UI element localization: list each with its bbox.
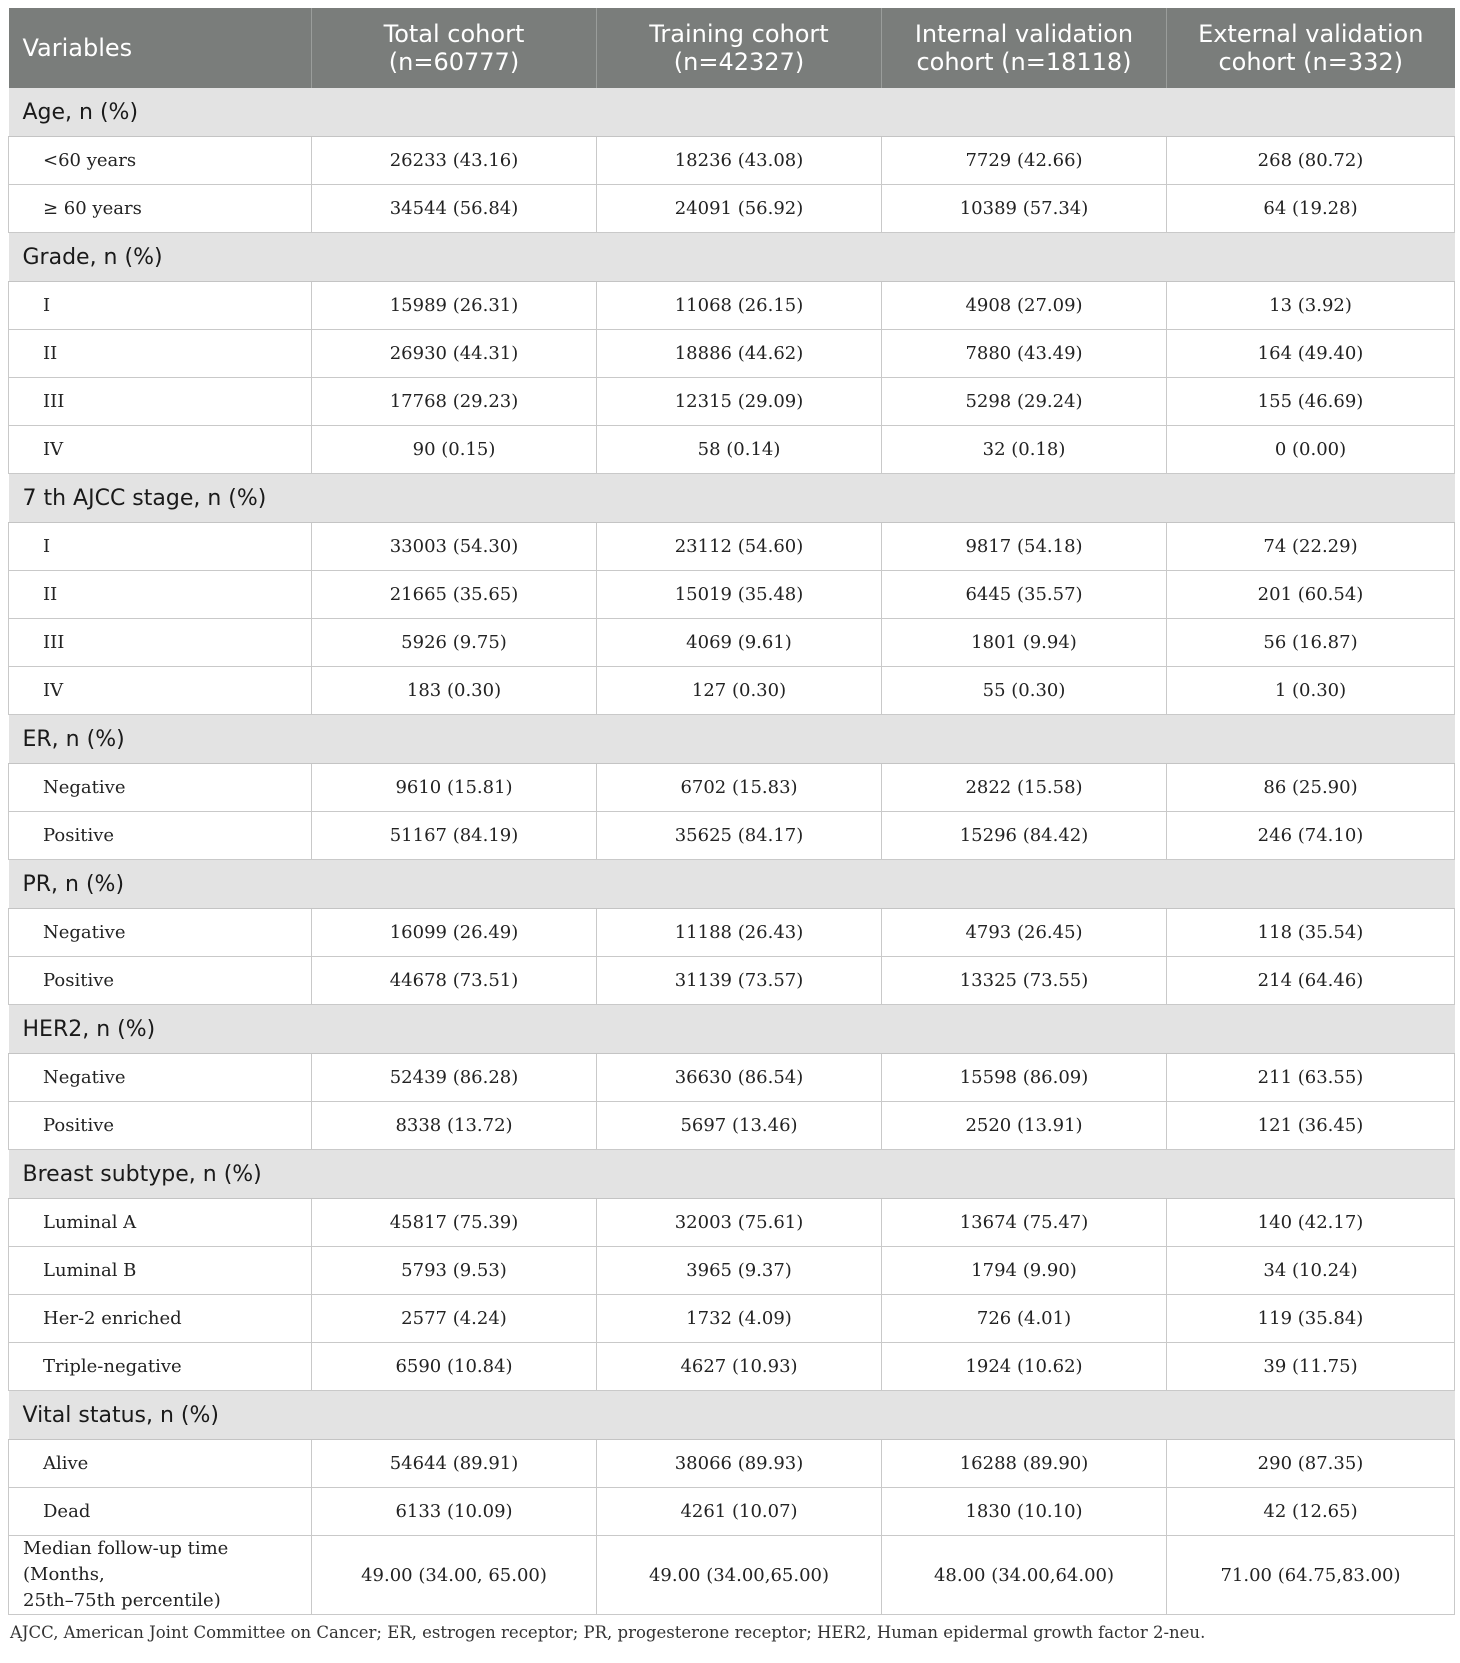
row-label: III xyxy=(9,619,312,667)
cell-training: 11068 (26.15) xyxy=(597,282,882,330)
row-label: Positive xyxy=(9,957,312,1005)
row-label: Her-2 enriched xyxy=(9,1295,312,1343)
cell-internal: 726 (4.01) xyxy=(882,1295,1167,1343)
row-label: Triple-negative xyxy=(9,1343,312,1391)
cell-internal: 7880 (43.49) xyxy=(882,330,1167,378)
cell-external: 201 (60.54) xyxy=(1167,571,1455,619)
cell-training: 4069 (9.61) xyxy=(597,619,882,667)
cell-external: 290 (87.35) xyxy=(1167,1440,1455,1488)
row-label: Positive xyxy=(9,1102,312,1150)
cell-training: 12315 (29.09) xyxy=(597,378,882,426)
group-header-row xyxy=(9,474,1455,523)
cell-training: 11188 (26.43) xyxy=(597,909,882,957)
table-row xyxy=(9,812,1455,860)
cell-total: 9610 (15.81) xyxy=(312,764,597,812)
cell-total: 33003 (54.30) xyxy=(312,523,597,571)
table-row xyxy=(9,1440,1455,1488)
cell-internal: 55 (0.30) xyxy=(882,667,1167,715)
cell-internal: 6445 (35.57) xyxy=(882,571,1167,619)
cell-external: 34 (10.24) xyxy=(1167,1247,1455,1295)
cell-external: 140 (42.17) xyxy=(1167,1199,1455,1247)
row-label: IV xyxy=(9,667,312,715)
cell-training: 36630 (86.54) xyxy=(597,1054,882,1102)
table-row xyxy=(9,137,1455,185)
header-training-cohort: Training cohort (n=42327) xyxy=(597,8,882,88)
cell-total: 5793 (9.53) xyxy=(312,1247,597,1295)
cell-internal: 15598 (86.09) xyxy=(882,1054,1167,1102)
row-label: Negative xyxy=(9,1054,312,1102)
cell-training: 24091 (56.92) xyxy=(597,185,882,233)
header-internal-validation-cohort: Internal validation cohort (n=18118) xyxy=(882,8,1167,88)
cell-internal: 32 (0.18) xyxy=(882,426,1167,474)
cell-external: 74 (22.29) xyxy=(1167,523,1455,571)
cell-internal: 2822 (15.58) xyxy=(882,764,1167,812)
cell-external: 246 (74.10) xyxy=(1167,812,1455,860)
row-label: Alive xyxy=(9,1440,312,1488)
cell-internal: 1794 (9.90) xyxy=(882,1247,1167,1295)
cell-internal: 4908 (27.09) xyxy=(882,282,1167,330)
table-row xyxy=(9,1102,1455,1150)
table-row xyxy=(9,1054,1455,1102)
table-row xyxy=(9,1343,1455,1391)
group-header-row xyxy=(9,1150,1455,1199)
cell-external: 214 (64.46) xyxy=(1167,957,1455,1005)
table-row xyxy=(9,764,1455,812)
cell-external: 64 (19.28) xyxy=(1167,185,1455,233)
cell-training: 58 (0.14) xyxy=(597,426,882,474)
cell-external: 164 (49.40) xyxy=(1167,330,1455,378)
cell-external: 42 (12.65) xyxy=(1167,1488,1455,1536)
table-footnote: AJCC, American Joint Committee on Cancer; ER, estrogen receptor; PR, progesterone receptor; HER2, Human epidermal growth factor 2-neu. xyxy=(10,1623,1206,1642)
row-label: IV xyxy=(9,426,312,474)
table-row xyxy=(9,185,1455,233)
cell-internal: 10389 (57.34) xyxy=(882,185,1167,233)
cell-external: 211 (63.55) xyxy=(1167,1054,1455,1102)
table-row xyxy=(9,957,1455,1005)
cell-training: 31139 (73.57) xyxy=(597,957,882,1005)
cell-training: 4261 (10.07) xyxy=(597,1488,882,1536)
group-header-row xyxy=(9,860,1455,909)
header-variables: Variables xyxy=(9,8,312,88)
cell-total: 6590 (10.84) xyxy=(312,1343,597,1391)
group-header-row xyxy=(9,1391,1455,1440)
cell-training: 35625 (84.17) xyxy=(597,812,882,860)
cell-training: 18236 (43.08) xyxy=(597,137,882,185)
cell-training: 38066 (89.93) xyxy=(597,1440,882,1488)
cell-total: 44678 (73.51) xyxy=(312,957,597,1005)
group-label: PR, n (%) xyxy=(9,860,1455,909)
row-label: I xyxy=(9,282,312,330)
group-label: Age, n (%) xyxy=(9,88,1455,137)
cell-internal: 1801 (9.94) xyxy=(882,619,1167,667)
group-label: 7 th AJCC stage, n (%) xyxy=(9,474,1455,523)
group-header-row xyxy=(9,233,1455,282)
table-row xyxy=(9,667,1455,715)
table-body xyxy=(9,88,1455,1615)
group-label: Grade, n (%) xyxy=(9,233,1455,282)
row-label: Luminal A xyxy=(9,1199,312,1247)
row-label: Dead xyxy=(9,1488,312,1536)
cell-total: 26233 (43.16) xyxy=(312,137,597,185)
cell-external: 119 (35.84) xyxy=(1167,1295,1455,1343)
table-row xyxy=(9,1247,1455,1295)
followup-training: 49.00 (34.00,65.00) xyxy=(597,1536,882,1615)
group-header-row xyxy=(9,88,1455,137)
table-row xyxy=(9,619,1455,667)
cell-internal: 16288 (89.90) xyxy=(882,1440,1167,1488)
table-row xyxy=(9,1488,1455,1536)
cell-internal: 9817 (54.18) xyxy=(882,523,1167,571)
group-label: Breast subtype, n (%) xyxy=(9,1150,1455,1199)
table-row xyxy=(9,378,1455,426)
cell-training: 127 (0.30) xyxy=(597,667,882,715)
cell-internal: 13674 (75.47) xyxy=(882,1199,1167,1247)
cell-total: 52439 (86.28) xyxy=(312,1054,597,1102)
cell-training: 15019 (35.48) xyxy=(597,571,882,619)
table-row xyxy=(9,523,1455,571)
header-external-validation-cohort: External validation cohort (n=332) xyxy=(1167,8,1455,88)
cell-internal: 15296 (84.42) xyxy=(882,812,1167,860)
cell-internal: 1830 (10.10) xyxy=(882,1488,1167,1536)
row-label: III xyxy=(9,378,312,426)
cell-training: 6702 (15.83) xyxy=(597,764,882,812)
table-row xyxy=(9,330,1455,378)
cell-total: 16099 (26.49) xyxy=(312,909,597,957)
cell-internal: 5298 (29.24) xyxy=(882,378,1167,426)
cell-external: 155 (46.69) xyxy=(1167,378,1455,426)
cell-training: 3965 (9.37) xyxy=(597,1247,882,1295)
group-label: HER2, n (%) xyxy=(9,1005,1455,1054)
cohort-characteristics-table xyxy=(8,8,1455,1615)
table-row xyxy=(9,282,1455,330)
cell-training: 18886 (44.62) xyxy=(597,330,882,378)
header-total-cohort: Total cohort (n=60777) xyxy=(312,8,597,88)
group-label: ER, n (%) xyxy=(9,715,1455,764)
cell-total: 34544 (56.84) xyxy=(312,185,597,233)
header-row xyxy=(9,8,1455,88)
table-row xyxy=(9,1295,1455,1343)
cell-total: 15989 (26.31) xyxy=(312,282,597,330)
cell-training: 1732 (4.09) xyxy=(597,1295,882,1343)
cell-external: 13 (3.92) xyxy=(1167,282,1455,330)
cell-total: 21665 (35.65) xyxy=(312,571,597,619)
cell-total: 51167 (84.19) xyxy=(312,812,597,860)
cell-training: 4627 (10.93) xyxy=(597,1343,882,1391)
cell-training: 32003 (75.61) xyxy=(597,1199,882,1247)
row-label: Negative xyxy=(9,764,312,812)
group-header-row xyxy=(9,1005,1455,1054)
cell-total: 5926 (9.75) xyxy=(312,619,597,667)
followup-total: 49.00 (34.00, 65.00) xyxy=(312,1536,597,1615)
row-label: Negative xyxy=(9,909,312,957)
table-row xyxy=(9,909,1455,957)
cell-external: 0 (0.00) xyxy=(1167,426,1455,474)
cell-internal: 7729 (42.66) xyxy=(882,137,1167,185)
table-row xyxy=(9,1199,1455,1247)
cell-external: 1 (0.30) xyxy=(1167,667,1455,715)
cell-total: 54644 (89.91) xyxy=(312,1440,597,1488)
followup-row xyxy=(9,1536,1455,1615)
cell-external: 56 (16.87) xyxy=(1167,619,1455,667)
row-label: ≥ 60 years xyxy=(9,185,312,233)
cell-internal: 2520 (13.91) xyxy=(882,1102,1167,1150)
cell-total: 8338 (13.72) xyxy=(312,1102,597,1150)
row-label: II xyxy=(9,330,312,378)
cell-total: 2577 (4.24) xyxy=(312,1295,597,1343)
cell-internal: 4793 (26.45) xyxy=(882,909,1167,957)
cell-external: 268 (80.72) xyxy=(1167,137,1455,185)
cell-total: 90 (0.15) xyxy=(312,426,597,474)
cell-total: 45817 (75.39) xyxy=(312,1199,597,1247)
cell-external: 86 (25.90) xyxy=(1167,764,1455,812)
row-label: Luminal B xyxy=(9,1247,312,1295)
row-label: Positive xyxy=(9,812,312,860)
table-row xyxy=(9,571,1455,619)
cell-total: 6133 (10.09) xyxy=(312,1488,597,1536)
table-row xyxy=(9,426,1455,474)
cell-training: 5697 (13.46) xyxy=(597,1102,882,1150)
cell-external: 39 (11.75) xyxy=(1167,1343,1455,1391)
table-container xyxy=(8,8,1454,1642)
cell-total: 26930 (44.31) xyxy=(312,330,597,378)
row-label: I xyxy=(9,523,312,571)
cell-total: 17768 (29.23) xyxy=(312,378,597,426)
group-label: Vital status, n (%) xyxy=(9,1391,1455,1440)
cell-external: 118 (35.54) xyxy=(1167,909,1455,957)
followup-label: Median follow-up time (Months, 25th–75th percentile) xyxy=(9,1536,312,1615)
cell-total: 183 (0.30) xyxy=(312,667,597,715)
row-label: II xyxy=(9,571,312,619)
row-label: <60 years xyxy=(9,137,312,185)
cell-external: 121 (36.45) xyxy=(1167,1102,1455,1150)
cell-internal: 13325 (73.55) xyxy=(882,957,1167,1005)
group-header-row xyxy=(9,715,1455,764)
followup-external: 71.00 (64.75,83.00) xyxy=(1167,1536,1455,1615)
cell-internal: 1924 (10.62) xyxy=(882,1343,1167,1391)
followup-internal: 48.00 (34.00,64.00) xyxy=(882,1536,1167,1615)
cell-training: 23112 (54.60) xyxy=(597,523,882,571)
